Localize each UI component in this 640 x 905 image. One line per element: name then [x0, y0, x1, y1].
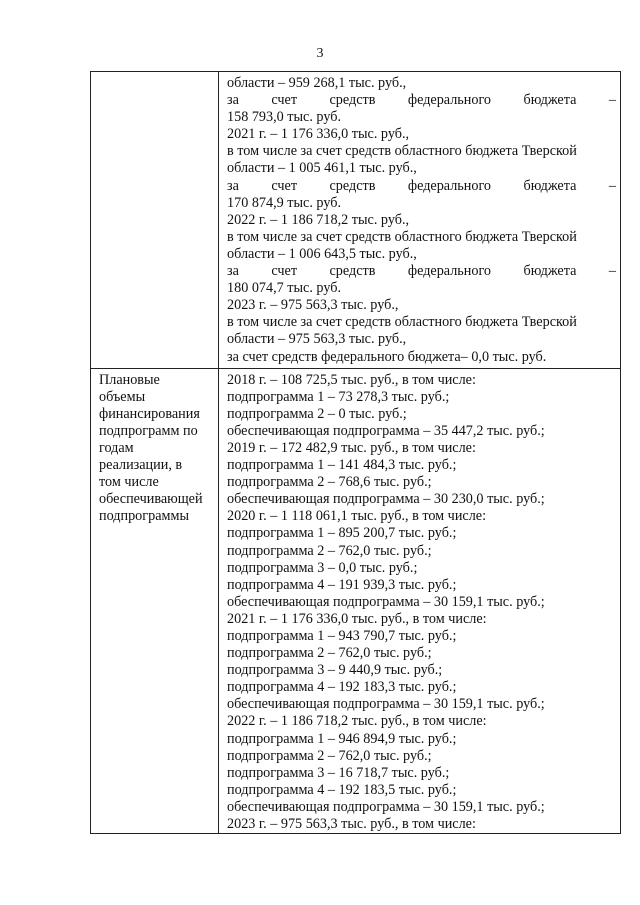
label-text-line: годам — [99, 439, 134, 456]
subprogram-text-line: подпрограмма 1 – 895 200,7 тыс. руб.; — [227, 525, 457, 542]
justified-word: бюджета — [523, 92, 577, 109]
justified-word: федерального — [407, 92, 492, 109]
subprogram-text-line: подпрограмма 4 – 192 183,5 тыс. руб.; — [227, 781, 457, 798]
justified-word: федерального — [407, 263, 492, 280]
budget-text-line — [227, 263, 616, 280]
subprogram-text-line: подпрограмма 3 – 9 440,9 тыс. руб.; — [227, 662, 443, 679]
subprogram-text-line: 2021 г. – 1 176 336,0 тыс. руб., в том числе: — [227, 610, 487, 627]
justified-word: – — [608, 92, 616, 109]
budget-text-line: области – 1 005 461,1 тыс. руб., — [227, 160, 417, 177]
budget-text-line: в том числе за счет средств областного бюджета Тверской — [227, 143, 577, 160]
budget-text-line: 180 074,7 тыс. руб. — [227, 280, 341, 297]
label-text-line: подпрограмм по — [99, 422, 198, 439]
justified-word: счет — [271, 92, 298, 109]
subprogram-text-line: подпрограмма 1 – 73 278,3 тыс. руб.; — [227, 388, 450, 405]
subprogram-text-line: подпрограмма 4 – 191 939,3 тыс. руб.; — [227, 576, 457, 593]
subprogram-funding-label-cell — [91, 368, 219, 834]
subprogram-text-line: 2022 г. – 1 186 718,2 тыс. руб., в том числе: — [227, 713, 487, 730]
budget-text-line: в том числе за счет средств областного бюджета Тверской — [227, 228, 577, 245]
budget-text-line: 2021 г. – 1 176 336,0 тыс. руб., — [227, 126, 410, 143]
subprogram-text-line: подпрограмма 1 – 943 790,7 тыс. руб.; — [227, 628, 457, 644]
table-row-subprogram-funding — [91, 368, 621, 834]
table-row-budget-continuation — [91, 72, 621, 369]
justified-word: счет — [271, 177, 298, 194]
subprogram-text-line: подпрограмма 3 – 0,0 тыс. руб.; — [227, 559, 418, 576]
label-text-line: объемы — [99, 388, 146, 405]
budget-text-line: 170 874,9 тыс. руб. — [227, 194, 341, 211]
justified-word: средств — [329, 263, 376, 280]
justified-word: средств — [329, 177, 376, 194]
budget-text-line: в том числе за счет средств областного бюджета Тверской — [227, 314, 577, 331]
label-text-line: финансирования — [99, 405, 200, 422]
subprogram-text-line: обеспечивающая подпрограмма – 30 159,1 тыс. руб.; — [227, 593, 545, 610]
justified-word: за — [227, 92, 239, 109]
justified-word: – — [608, 263, 616, 280]
label-text-line: Плановые — [99, 371, 160, 388]
budget-sources-cell — [219, 72, 621, 369]
passport-table — [90, 71, 621, 834]
budget-text-line: за счет средств федерального бюджета– 0,0 тыс. руб. — [227, 348, 547, 365]
label-text-line: подпрограммы — [99, 508, 189, 525]
subprogram-text-line: 2019 г. – 172 482,9 тыс. руб., в том числе: — [227, 439, 476, 456]
label-lines — [99, 372, 214, 526]
justified-word: за — [227, 263, 239, 280]
budget-lines — [227, 75, 616, 366]
justified-word: – — [608, 177, 616, 194]
subprogram-funding-values-cell — [219, 368, 621, 834]
empty-label-cell — [91, 72, 219, 369]
subprogram-text-line: подпрограмма 4 – 192 183,3 тыс. руб.; — [227, 679, 457, 696]
budget-text-line: области – 1 006 643,5 тыс. руб., — [227, 245, 417, 262]
budget-text-line — [227, 92, 616, 109]
label-text-line: реализации, в — [99, 457, 183, 474]
budget-text-line: области – 975 563,3 тыс. руб., — [227, 331, 407, 348]
subprogram-text-line: 2023 г. – 975 563,3 тыс. руб., в том числе: — [227, 816, 476, 833]
label-text-line: том числе — [99, 474, 159, 491]
justified-word: за — [227, 177, 239, 194]
justified-word: счет — [271, 263, 298, 280]
subprogram-text-line: подпрограмма 1 – 141 484,3 тыс. руб.; — [227, 457, 457, 474]
subprogram-text-line: подпрограмма 3 – 16 718,7 тыс. руб.; — [227, 764, 450, 781]
budget-text-line — [227, 178, 616, 195]
subprogram-text-line: подпрограмма 2 – 0 тыс. руб.; — [227, 405, 407, 422]
budget-text-line: 2022 г. – 1 186 718,2 тыс. руб., — [227, 211, 410, 228]
justified-word: федерального — [407, 177, 492, 194]
page-number: 3 — [316, 46, 324, 61]
justified-word: бюджета — [523, 263, 577, 280]
justified-word: бюджета — [523, 177, 577, 194]
subprogram-text-line: подпрограмма 2 – 762,0 тыс. руб.; — [227, 542, 432, 559]
subprogram-text-line: обеспечивающая подпрограмма – 30 159,1 тыс. руб.; — [227, 696, 545, 713]
subprogram-text-line: 2018 г. – 108 725,5 тыс. руб., в том числе: — [227, 371, 476, 388]
subprogram-lines — [227, 372, 616, 834]
justified-word: средств — [329, 92, 376, 109]
subprogram-text-line: 2020 г. – 1 118 061,1 тыс. руб., в том числе: — [227, 508, 487, 525]
subprogram-text-line: обеспечивающая подпрограмма – 30 159,1 тыс. руб.; — [227, 798, 545, 815]
subprogram-text-line: подпрограмма 2 – 762,0 тыс. руб.; — [227, 645, 432, 662]
subprogram-text-line: обеспечивающая подпрограмма – 35 447,2 тыс. руб.; — [227, 422, 545, 439]
budget-text-line: 158 793,0 тыс. руб. — [227, 109, 341, 126]
subprogram-text-line: подпрограмма 2 – 768,6 тыс. руб.; — [227, 474, 432, 491]
budget-text-line: 2023 г. – 975 563,3 тыс. руб., — [227, 297, 399, 314]
budget-text-line: области – 959 268,1 тыс. руб., — [227, 75, 407, 91]
label-text-line: обеспечивающей — [99, 491, 203, 508]
subprogram-text-line: подпрограмма 2 – 762,0 тыс. руб.; — [227, 747, 432, 764]
subprogram-text-line: обеспечивающая подпрограмма – 30 230,0 тыс. руб.; — [227, 491, 545, 508]
subprogram-text-line: подпрограмма 1 – 946 894,9 тыс. руб.; — [227, 730, 457, 747]
